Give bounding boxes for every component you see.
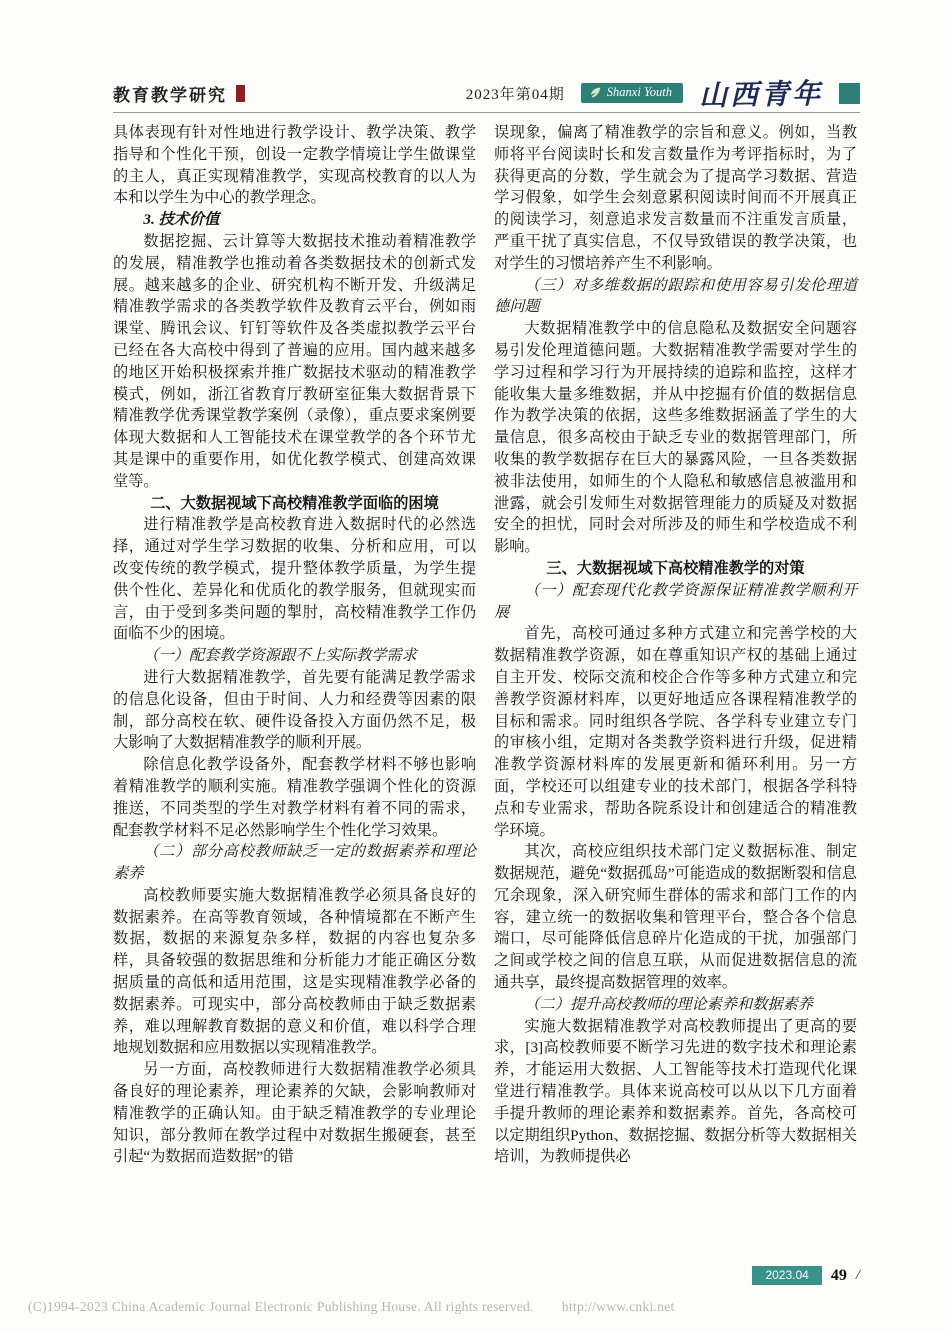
issue-label: 2023年第04期 — [465, 86, 565, 103]
subsection-heading: （一）配套现代化教学资源保证精准教学顺利开展 — [494, 581, 857, 621]
page-number-slash: / — [855, 1267, 860, 1283]
paragraph: 其次，高校应组织技术部门定义数据标准、制定数据规范，避免“数据孤岛”可能造成的数据断裂和信息冗余现象，深入研究师生群体的需求和部门工作的内容，建立统一的数据收集和管理平台，整合各个信息端口，尽可能降低信息碎片化造成的干扰，加强部门之间或学校之间的信息互联，从而促进数据信息的流通共享，最终提高数据管理的效率。 — [494, 843, 857, 992]
level3-heading: 3. 技术价值 — [143, 211, 220, 229]
paragraph: 数据挖掘、云计算等大数据技术推动着精准教学的发展，精准教学也推动着各类数据技术的创新式发展。越来越多的企业、研究机构不断开发、升级满足精准教学需求的各类教学软件及教育云平台，例如雨课堂、腾讯会议、钉钉等软件及各类虚拟教学云平台已经在各大高校中得到了普遍的应用。国内越来越多的地区开始积极探索并推广数据技术驱动的精准教学模式，例如，浙江省教育厅教研室征集大数据背景下精准教学优秀课堂教学案例（录像），重点要求案例要体现大数据和人工智能技术在课堂教学的各个环节尤其是课中的重要作用，如优化教学模式、创建高效课堂等。 — [113, 232, 476, 490]
paragraph: 误现象，偏离了精准教学的宗旨和意义。例如，当教师将平台阅读时长和发言数量作为考评指标时，为了获得更高的分数，学生就会为了提高学习数据、营造学习假象，如学生会刻意累积阅读时间而不开展真正的阅读学习，刻意追求发言数量而不注重发言质量，严重干扰了真实信息，不仅导致错误的教学决策，也对学生的习惯培养产生不利影响。 — [494, 124, 857, 272]
paragraph: 另一方面，高校教师进行大数据精准教学必须具备良好的理论素养，理论素养的欠缺，会影响教师对精准教学的正确认知。由于缺乏精准教学的专业理论知识，部分教师在教学过程中对数据生搬硬套，甚至引起“为数据而造数据”的错 — [113, 1061, 476, 1166]
page-number: 49 — [830, 1266, 847, 1284]
right-column — [494, 122, 857, 1168]
page-header — [113, 76, 860, 113]
badge-label: Shanxi Youth — [606, 85, 672, 99]
header-left-group — [113, 81, 245, 106]
subsection-heading: （一）配套教学资源跟不上实际教学需求 — [143, 647, 417, 665]
column-section-label: 教育教学研究 — [113, 85, 227, 105]
header-right-group — [466, 73, 860, 113]
subsection-heading: （三）对多维数据的跟踪和使用容易引发伦理道德问题 — [494, 276, 857, 316]
journal-logo: 山西青年 — [698, 78, 824, 113]
paragraph: 首先，高校可通过多种方式建立和完善学校的大数据精准教学资源，如在尊重知识产权的基础上通过自主开发、校际交流和校企合作等多种方式建立和完善教学资源材料库，以更好地适应各课程精准教学的目标和需求。同时组织各学院、各学科专业建立专门的审核小组，定期对各类教学资料进行升级，促进精准教学资源材料库的发展更新和循环利用。另一方面，学校还可以组建专业的技术部门，根据各学科特点和专业需求，帮助各院系设计和创建适合的精准教学环境。 — [494, 625, 857, 839]
page-info — [752, 1266, 860, 1285]
header-divider — [113, 112, 860, 113]
paragraph: 具体表现有针对性地进行教学设计、教学决策、教学指导和个性化干预，创设一定教学情境让学生做课堂的主人，真正实现精准教学，实现高校教育的以人为本和以学生为中心的教学理念。 — [113, 124, 476, 207]
section-heading: 二、大数据视域下高校精准教学面临的困境 — [150, 494, 439, 512]
copyright-text: (C)1994-2023 China Academic Journal Electronic Publishing House. All rights reserved. — [28, 1299, 534, 1314]
section-heading: 三、大数据视域下高校精准教学的对策 — [546, 559, 805, 577]
issue-tag-badge: 2023.04 — [752, 1266, 821, 1285]
subsection-heading: （二）提升高校教师的理论素养和数据素养 — [524, 995, 813, 1013]
paragraph: 进行大数据精准教学，首先要有能满足教学需求的信息化设备，但由于时间、人力和经费等因素的限制，部分高校在软、硬件设备投入方面仍然不足，极大影响了大数据精准教学的顺利开展。 — [113, 668, 476, 752]
paragraph: 大数据精准教学中的信息隐私及数据安全问题容易引发伦理道德问题。大数据精准教学需要对学生的学习过程和学习行为开展持续的追踪和监控，这样才能收集大量多维数据，并从中挖掘有价值的数据信息作为教学决策的依据，这些多维数据涵盖了学生的大量信息，很多高校由于缺乏专业的数据管理部门，所收集的教学数据存在巨大的暴露风险，一旦各类数据被非法使用，如师生的个人隐私和敏感信息被滥用和泄露，就会引发师生对数据管理能力的质疑及对数据安全的担忧，同时会对所涉及的师生和学校造成不利影响。 — [494, 320, 857, 556]
article-body — [113, 122, 858, 1168]
paragraph: 实施大数据精准教学对高校教师提出了更高的要求，[3]高校教师要不断学习先进的数字技术和理论素养，才能运用大数据、人工智能等技术打造现代化课堂进行精准教学。具体来说高校可以从以下几方面着手提升教师的理论素养和数据素养。首先，各高校可以定期组织Python、数据挖掘、数据分析等大数据相关培训，为教师提供必 — [494, 1017, 857, 1166]
paragraph: 进行精准教学是高校教育进入数据时代的必然选择，通过对学生学习数据的收集、分析和应用，可以改变传统的教学模式，提升整体教学质量，为学生提供个性化、差异化和优质化的教学服务，但就现实而言，由于受到多类问题的掣肘，高校精准教学工作仍面临不少的困境。 — [113, 516, 476, 643]
paragraph: 除信息化教学设备外，配套教学材料不够也影响着精准教学的顺利实施。精准教学强调个性化的资源推送，不同类型的学生对教学材料有着不同的需求，配套教学材料不足必然影响学生个性化学习效果。 — [113, 756, 476, 839]
cnki-url: http://www.cnki.net — [561, 1299, 675, 1314]
subsection-heading: （二）部分高校教师缺乏一定的数据素养和理论素养 — [113, 843, 476, 883]
paragraph: 高校教师要实施大数据精准教学必须具备良好的数据素养。在高等教育领域，各种情境都在不断产生数据，数据的来源复杂多样，数据的内容也复杂多样，具备较强的数据思维和分析能力才能正确区分数据质量的高低和适用范围，这是实现精准教学必备的数据素养。可现实中，部分高校教师由于缺乏数据素养，难以理解教育数据的意义和价值，难以科学合理地规划数据和应用数据以实现精准教学。 — [113, 886, 476, 1057]
copyright-row — [28, 1299, 922, 1315]
shanxi-youth-badge — [581, 83, 683, 103]
left-column — [113, 122, 476, 1168]
leaf-icon — [589, 86, 602, 99]
logo-square-icon — [839, 83, 860, 104]
section-marker-icon — [236, 85, 245, 102]
